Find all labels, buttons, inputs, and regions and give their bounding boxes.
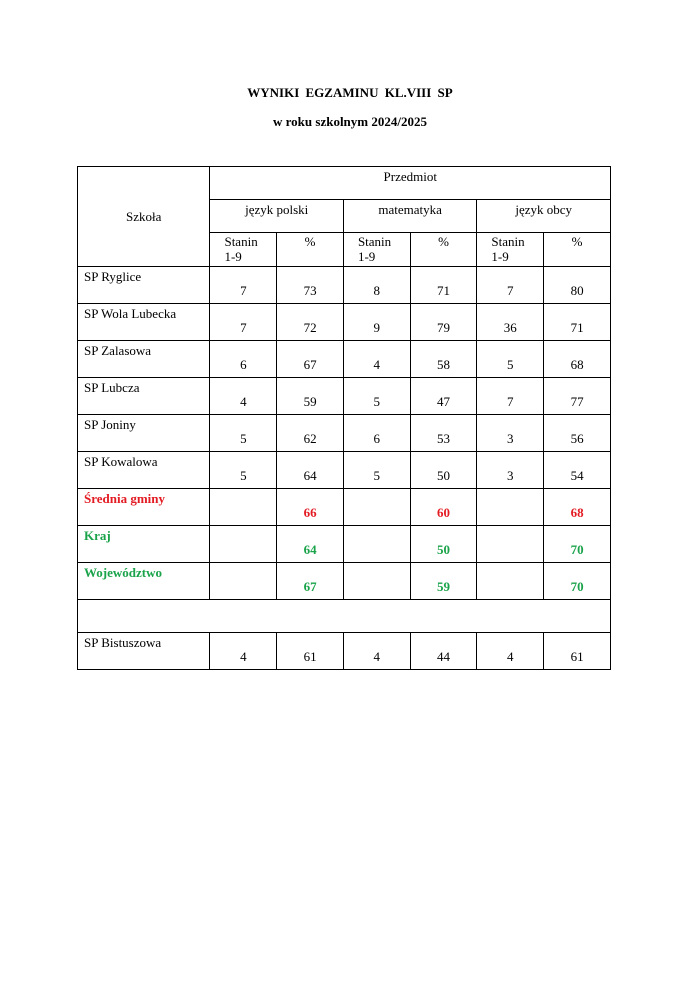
table-row [78, 633, 611, 670]
table-row [78, 267, 611, 304]
cell: 58 [410, 341, 477, 378]
school-name: SP Lubcza [78, 378, 210, 415]
cell: 9 [343, 304, 410, 341]
percent-header: % [544, 233, 611, 267]
cell [477, 526, 544, 563]
cell: 36 [477, 304, 544, 341]
subject-header: Przedmiot [210, 167, 611, 200]
results-table [77, 166, 611, 670]
summary-row-municipality [78, 489, 611, 526]
cell: 4 [477, 633, 544, 670]
subject-math: matematyka [343, 200, 476, 233]
cell: 50 [410, 452, 477, 489]
school-name: SP Bistuszowa [78, 633, 210, 670]
summary-label: Średnia gminy [78, 489, 210, 526]
summary-row-voivodeship [78, 563, 611, 600]
cell: 5 [210, 452, 277, 489]
cell: 61 [277, 633, 344, 670]
cell [477, 489, 544, 526]
cell: 59 [410, 563, 477, 600]
empty-row [78, 600, 611, 633]
page-subtitle: w roku szkolnym 2024/2025 [273, 114, 427, 129]
school-name: SP Wola Lubecka [78, 304, 210, 341]
table-row [78, 304, 611, 341]
table-row [78, 341, 611, 378]
summary-label: Województwo [78, 563, 210, 600]
cell: 64 [277, 526, 344, 563]
cell: 71 [544, 304, 611, 341]
cell: 67 [277, 341, 344, 378]
cell: 67 [277, 563, 344, 600]
cell: 5 [343, 378, 410, 415]
cell [343, 526, 410, 563]
cell: 7 [477, 267, 544, 304]
cell: 47 [410, 378, 477, 415]
school-column-header: Szkoła [78, 167, 210, 267]
cell [210, 526, 277, 563]
cell [210, 489, 277, 526]
cell: 68 [544, 489, 611, 526]
cell: 59 [277, 378, 344, 415]
cell: 79 [410, 304, 477, 341]
percent-header: % [410, 233, 477, 267]
cell: 6 [343, 415, 410, 452]
table-row [78, 452, 611, 489]
cell: 66 [277, 489, 344, 526]
cell [343, 489, 410, 526]
cell: 5 [477, 341, 544, 378]
cell: 3 [477, 415, 544, 452]
summary-row-country [78, 526, 611, 563]
cell: 60 [410, 489, 477, 526]
cell: 7 [210, 304, 277, 341]
cell: 72 [277, 304, 344, 341]
cell: 5 [343, 452, 410, 489]
cell: 64 [277, 452, 344, 489]
cell: 44 [410, 633, 477, 670]
cell: 5 [210, 415, 277, 452]
cell: 4 [210, 378, 277, 415]
table-row [78, 415, 611, 452]
school-name: SP Joniny [78, 415, 210, 452]
stanin-header: Stanin 1-9 [477, 233, 544, 267]
cell: 7 [477, 378, 544, 415]
cell: 6 [210, 341, 277, 378]
cell: 70 [544, 563, 611, 600]
cell: 4 [343, 633, 410, 670]
cell: 8 [343, 267, 410, 304]
table-row [78, 378, 611, 415]
cell: 53 [410, 415, 477, 452]
cell: 61 [544, 633, 611, 670]
empty-cell [78, 600, 611, 633]
cell: 3 [477, 452, 544, 489]
cell: 50 [410, 526, 477, 563]
subject-polish: język polski [210, 200, 343, 233]
cell: 62 [277, 415, 344, 452]
cell: 4 [343, 341, 410, 378]
school-name: SP Kowalowa [78, 452, 210, 489]
subject-foreign-language: język obcy [477, 200, 611, 233]
stanin-header: Stanin 1-9 [343, 233, 410, 267]
cell: 71 [410, 267, 477, 304]
cell: 7 [210, 267, 277, 304]
cell [477, 563, 544, 600]
page-title: WYNIKI EGZAMINU KL.VIII SP [247, 85, 453, 100]
school-name: SP Ryglice [78, 267, 210, 304]
cell: 4 [210, 633, 277, 670]
percent-header: % [277, 233, 344, 267]
cell: 80 [544, 267, 611, 304]
stanin-header: Stanin 1-9 [210, 233, 277, 267]
cell: 56 [544, 415, 611, 452]
cell: 68 [544, 341, 611, 378]
cell: 54 [544, 452, 611, 489]
cell [343, 563, 410, 600]
cell: 77 [544, 378, 611, 415]
school-name: SP Zalasowa [78, 341, 210, 378]
cell: 73 [277, 267, 344, 304]
cell: 70 [544, 526, 611, 563]
cell [210, 563, 277, 600]
summary-label: Kraj [78, 526, 210, 563]
